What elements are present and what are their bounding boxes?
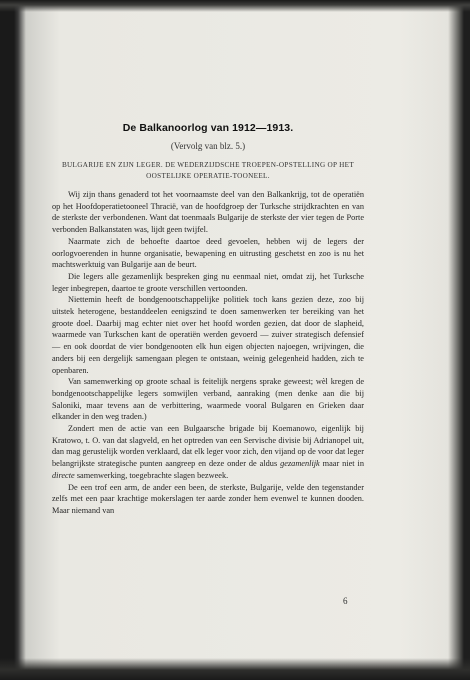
scan-bottom-edge	[0, 658, 470, 680]
page-number: 6	[343, 596, 348, 606]
paragraph: Wij zijn thans genaderd tot het voornaamste deel van den Balkankrijg, tot de operatiën op het Hoofdoperatietooneel Thracië, van de hoofdgroep der Turksche strijdkrachten en van de sterkste der verbondenen. Want dat toenmaals Bulgarije de sterkste der vier tegen de Porte verbonden Balkanstaten was, lijdt geen twijfel.	[52, 190, 364, 235]
paragraph	[52, 423, 364, 482]
paragraph-text: samenwerking, toegebrachte slagen bezweek.	[76, 470, 229, 480]
paragraph: Die legers alle gezamenlijk bespreken ging nu eenmaal niet, omdat zij, het Turksche leger inbegrepen, daartoe te groote verschillen vertoonden.	[52, 271, 364, 293]
emphasis-text: gezamenlijk	[280, 459, 320, 469]
emphasis-text: directe	[52, 470, 75, 480]
paragraph: De een trof een arm, de ander een been, de sterkste, Bulgarije, velde den tegenstander zelfs met een paar krachtige mokerslagen ter aarde zonder hem evenwel te kunnen dooden. Maar niemand van	[52, 482, 364, 515]
section-heading: BULGARIJE EN ZIJN LEGER. DE WEDERZIJDSCHE TROEPEN-OPSTELLING OP HET OOSTELIJKE OPERATIE-TOONEEL.	[61, 161, 355, 180]
paragraph-text: maar niet in	[322, 459, 364, 469]
paragraph: Naarmate zich de behoefte daartoe deed gevoelen, hebben wij de legers der oorlogvoerenden in hunne organisatie, bewapening en uitrusting geschetst en zoo is nu het machtswerktuig van Bulgarije aan de beurt.	[52, 236, 364, 270]
article-body	[52, 189, 364, 517]
paragraph-text: Zondert men de actie van een Bulgaarsche brigade bij Koemanowo, eigenlijk bij Kratowo, t. O. van dat slagveld, en het optreden van een Servische divisie bij Adrianopel uit, dan mag gerustelijk worden verklaard, dat elk leger voor zich, den vijand op de voor dat leger belangrijkste strategische punten aangreep en deze onder de aldus	[52, 424, 364, 469]
article-subtitle: (Vervolg van blz. 5.)	[170, 141, 246, 151]
paragraph: Van samenwerking op groote schaal is feitelijk nergens sprake geweest; wèl kregen de bondgenootschappelijke legers somwijlen verband, aanraking (men denke aan die bij Saloniki, maar tevens aan de verbittering, waarmede vooral Bulgaren en Grieken daar elkander in den weg traden.)	[52, 377, 364, 422]
article-title: De Balkanoorlog van 1912—1913.	[122, 122, 294, 134]
scan-top-edge	[0, 0, 470, 12]
paragraph: Niettemin heeft de bondgenootschappelijke politiek toch kans gezien deze, zoo bij uitstek heterogene, bestanddeelen eenigszind te doen samenwerken ter bereiking van het groote doel. Daarbij mag echter niet over het hoofd worden gezien, dat door de slapheid, waarmede van Turkschen kant de operatiën werden gevoerd — zuiver strategisch defensief — en ook doordat de vier bondgenooten elk hun eigen objecten najoegen, wrijvingen, die anders bij een dergelijk samengaan plegen te ontstaan, weinig gelegenheid hadden, zich te openbaren.	[52, 295, 364, 375]
